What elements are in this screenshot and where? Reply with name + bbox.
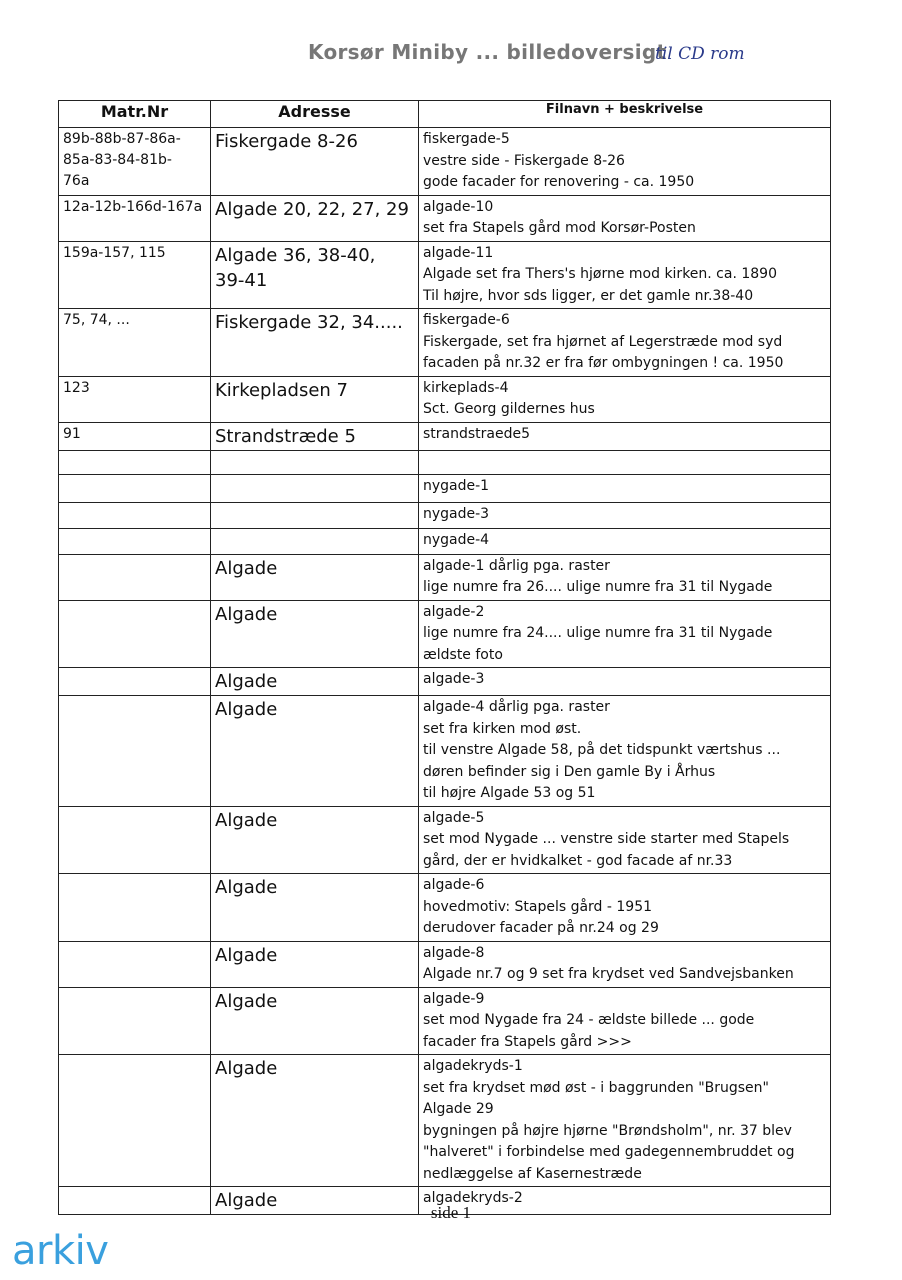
filnavn-cell-line: set fra kirken mod øst. <box>423 720 582 737</box>
adresse-cell <box>211 241 419 309</box>
adresse-cell-line: Fiskergade 32, 34..... <box>215 312 403 333</box>
table-row <box>59 528 831 554</box>
filnavn-cell-line: vestre side - Fiskergade 8-26 <box>423 152 625 169</box>
adresse-cell-line: 39-41 <box>215 269 268 291</box>
matr-cell <box>59 474 211 502</box>
filnavn-cell-line: set fra krydset mød øst - i baggrunden "Brugsen" <box>423 1079 769 1096</box>
filnavn-cell <box>419 874 831 942</box>
matr-cell <box>59 696 211 807</box>
adresse-cell-line: Algade <box>215 603 278 625</box>
filnavn-cell-line: kirkeplads-4 <box>423 379 509 396</box>
filnavn-cell-line: Algade nr.7 og 9 set fra krydset ved Sandvejsbanken <box>423 966 794 982</box>
filnavn-cell <box>419 376 831 422</box>
filnavn-cell-line: Algade set fra Thers's hjørne mod kirken. ca. 1890 <box>423 266 777 282</box>
table-row <box>59 309 831 377</box>
table-row <box>59 241 831 309</box>
table-row <box>59 376 831 422</box>
filnavn-cell <box>419 128 831 196</box>
matr-cell-line: 123 <box>63 379 90 396</box>
filnavn-cell <box>419 474 831 502</box>
filnavn-cell-line: algade-10 <box>423 198 494 215</box>
matr-cell <box>59 806 211 874</box>
table-row <box>59 195 831 241</box>
filnavn-cell-line: set mod Nygade fra 24 - ældste billede ... gode <box>423 1012 755 1028</box>
matr-cell <box>59 502 211 528</box>
adresse-cell <box>211 668 419 696</box>
adresse-cell <box>211 554 419 600</box>
adresse-cell <box>211 450 419 474</box>
filnavn-cell <box>419 450 831 474</box>
adresse-cell-line: Algade <box>215 990 278 1012</box>
adresse-cell-line: Algade <box>215 809 278 831</box>
filnavn-cell-line: nedlæggelse af Kasernestræde <box>423 1165 642 1182</box>
arkiv-logo: arkiv <box>12 1228 109 1274</box>
filnavn-cell <box>419 668 831 696</box>
filnavn-cell <box>419 987 831 1055</box>
header-adresse: Adresse <box>211 101 419 128</box>
table-row <box>59 600 831 668</box>
filnavn-cell-line: lige numre fra 26.... ulige numre fra 31 til Nygade <box>423 579 773 595</box>
filnavn-cell-line: fiskergade-6 <box>423 312 510 328</box>
filnavn-cell-line: gård, der er hvidkalket - god facade af nr.33 <box>423 852 733 869</box>
filnavn-cell-line: fiskergade-5 <box>423 131 510 147</box>
filnavn-cell-line: Til højre, hvor sds ligger, er det gamle nr.38-40 <box>423 287 754 304</box>
adresse-cell-line: Algade 36, 38-40, <box>215 244 376 266</box>
filnavn-cell <box>419 502 831 528</box>
adresse-cell-line: Algade <box>215 1058 278 1079</box>
matr-cell <box>59 376 211 422</box>
table-row <box>59 450 831 474</box>
matr-cell <box>59 309 211 377</box>
filnavn-cell-line: algade-8 <box>423 944 485 961</box>
filnavn-cell <box>419 241 831 309</box>
matr-cell <box>59 941 211 987</box>
filnavn-cell-line: bygningen på højre hjørne "Brøndsholm", nr. 37 blev <box>423 1122 792 1139</box>
matr-cell <box>59 241 211 309</box>
filnavn-cell-line: algade-2 <box>423 603 485 620</box>
table-row <box>59 422 831 450</box>
adresse-cell <box>211 195 419 241</box>
image-overview-table <box>58 100 831 1215</box>
filnavn-cell-line: nygade-3 <box>423 505 490 522</box>
filnavn-cell-line: algade-11 <box>423 244 494 261</box>
adresse-cell-line: Algade <box>215 1190 278 1211</box>
table-row <box>59 502 831 528</box>
filnavn-cell-line: set fra Stapels gård mod Korsør-Posten <box>423 220 696 236</box>
filnavn-cell <box>419 806 831 874</box>
filnavn-cell-line: gode facader for renovering - ca. 1950 <box>423 174 695 190</box>
filnavn-cell-line: algade-9 <box>423 990 485 1007</box>
table-row <box>59 554 831 600</box>
adresse-cell <box>211 309 419 377</box>
filnavn-cell-line: algade-3 <box>423 671 485 687</box>
table-row <box>59 987 831 1055</box>
filnavn-cell-line: algade-1 dårlig pga. raster <box>423 557 610 574</box>
adresse-cell-line: Kirkepladsen 7 <box>215 379 348 401</box>
filnavn-cell <box>419 600 831 668</box>
table-row <box>59 806 831 874</box>
filnavn-cell <box>419 941 831 987</box>
matr-cell <box>59 195 211 241</box>
filnavn-cell-line: facaden på nr.32 er fra før ombygningen ! ca. 1950 <box>423 355 784 371</box>
header-filnavn: Filnavn + beskrivelse <box>419 101 831 128</box>
adresse-cell-line: Algade <box>215 944 278 966</box>
page-number: side 1 <box>430 1203 472 1222</box>
filnavn-cell-line: algadekryds-2 <box>423 1190 523 1206</box>
filnavn-cell-line: nygade-4 <box>423 531 490 548</box>
adresse-cell <box>211 502 419 528</box>
adresse-cell <box>211 696 419 807</box>
adresse-cell <box>211 376 419 422</box>
filnavn-cell-line: Algade 29 <box>423 1101 494 1117</box>
filnavn-cell-line: algade-5 <box>423 809 485 826</box>
matr-cell <box>59 600 211 668</box>
adresse-cell-line: Algade 20, 22, 27, 29 <box>215 198 409 220</box>
adresse-cell-line: Fiskergade 8-26 <box>215 131 358 152</box>
adresse-cell <box>211 806 419 874</box>
table-header-row <box>59 101 831 128</box>
table-row <box>59 696 831 807</box>
adresse-cell <box>211 528 419 554</box>
table-row <box>59 874 831 942</box>
filnavn-cell-line: døren befinder sig i Den gamle By i Århus <box>423 763 716 780</box>
filnavn-cell-line: ældste foto <box>423 646 503 663</box>
filnavn-cell <box>419 528 831 554</box>
matr-cell <box>59 874 211 942</box>
matr-cell-line: 76a <box>63 173 90 189</box>
filnavn-cell-line: til venstre Algade 58, på det tidspunkt værtshus ... <box>423 742 781 758</box>
matr-cell-line: 75, 74, ... <box>63 312 130 328</box>
filnavn-cell-line: til højre Algade 53 og 51 <box>423 785 596 801</box>
table-row <box>59 668 831 696</box>
adresse-cell <box>211 1055 419 1187</box>
filnavn-cell-line: strandstraede5 <box>423 425 531 442</box>
adresse-cell-line: Algade <box>215 671 278 692</box>
filnavn-cell <box>419 1055 831 1187</box>
adresse-cell-line: Algade <box>215 877 278 898</box>
page-title: Korsør Miniby ... billedoversigt <box>308 40 667 64</box>
filnavn-cell-line: Fiskergade, set fra hjørnet af Legerstræde mod syd <box>423 333 783 350</box>
adresse-cell <box>211 128 419 196</box>
adresse-cell <box>211 600 419 668</box>
adresse-cell-line: Algade <box>215 699 278 720</box>
adresse-cell <box>211 422 419 450</box>
table-row <box>59 474 831 502</box>
matr-cell <box>59 987 211 1055</box>
filnavn-cell-line: algadekryds-1 <box>423 1058 523 1074</box>
filnavn-cell-line: nygade-1 <box>423 477 490 494</box>
matr-cell <box>59 668 211 696</box>
filnavn-cell <box>419 195 831 241</box>
filnavn-cell-line: hovedmotiv: Stapels gård - 1951 <box>423 898 653 915</box>
filnavn-cell-line: facader fra Stapels gård >>> <box>423 1033 632 1050</box>
table-row <box>59 128 831 196</box>
matr-cell <box>59 422 211 450</box>
table-row <box>59 1055 831 1187</box>
adresse-cell <box>211 941 419 987</box>
handwritten-note: til CD rom <box>655 44 745 64</box>
adresse-cell <box>211 474 419 502</box>
filnavn-cell <box>419 422 831 450</box>
filnavn-cell-line: lige numre fra 24.... ulige numre fra 31 til Nygade <box>423 625 773 641</box>
adresse-cell <box>211 987 419 1055</box>
matr-cell <box>59 554 211 600</box>
matr-cell-line: 89b-88b-87-86a- <box>63 131 181 147</box>
matr-cell <box>59 128 211 196</box>
adresse-cell-line: Strandstræde 5 <box>215 425 356 447</box>
filnavn-cell <box>419 309 831 377</box>
matr-cell <box>59 1055 211 1187</box>
filnavn-cell-line: "halveret" i forbindelse med gadegennembruddet og <box>423 1144 795 1160</box>
filnavn-cell-line: algade-6 <box>423 877 485 893</box>
adresse-cell <box>211 874 419 942</box>
filnavn-cell-line: set mod Nygade ... venstre side starter med Stapels <box>423 831 790 847</box>
matr-cell-line: 159a-157, 115 <box>63 244 166 261</box>
header-matr-nr: Matr.Nr <box>59 101 211 128</box>
matr-cell <box>59 528 211 554</box>
matr-cell-line: 12a-12b-166d-167a <box>63 198 203 215</box>
filnavn-cell <box>419 696 831 807</box>
filnavn-cell-line: Sct. Georg gildernes hus <box>423 401 595 417</box>
filnavn-cell-line: algade-4 dårlig pga. raster <box>423 699 610 715</box>
filnavn-cell <box>419 554 831 600</box>
matr-cell-line: 91 <box>63 425 81 442</box>
matr-cell-line: 85a-83-84-81b- <box>63 152 172 168</box>
table-row <box>59 941 831 987</box>
filnavn-cell-line: derudover facader på nr.24 og 29 <box>423 920 659 936</box>
adresse-cell-line: Algade <box>215 557 278 579</box>
matr-cell <box>59 450 211 474</box>
